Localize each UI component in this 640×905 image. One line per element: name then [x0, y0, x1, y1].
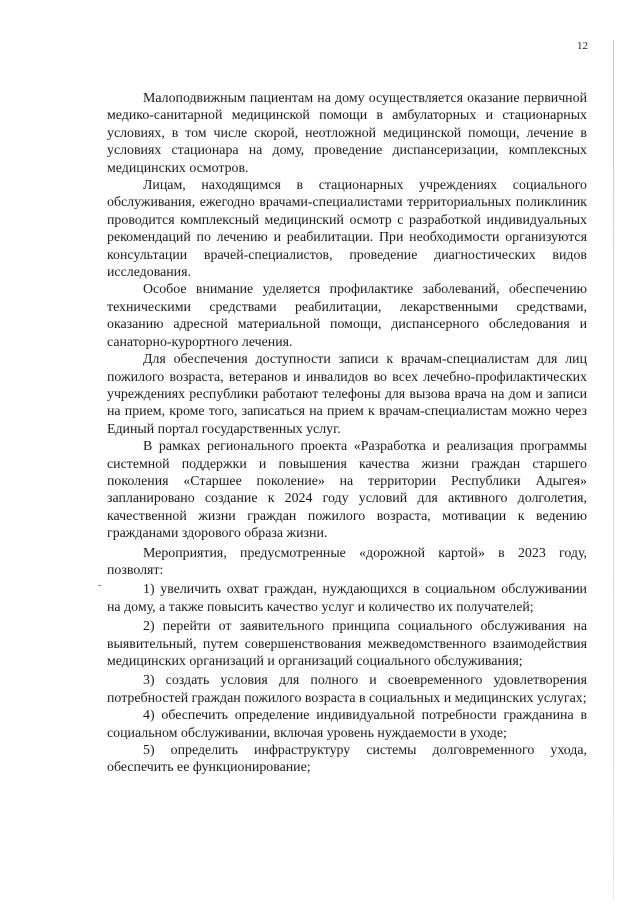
list-item: 1) увеличить охват граждан, нуждающихся в социальном обслуживании на дому, а также повысить качество услуг и количество их получателей; — [107, 582, 587, 615]
paragraph: Малоподвижным пациентам на дому осуществляется оказание первичной медико-санитарной медицинской помощи в амбулаторных и стационарных условиях, в том числе скорой, неотложной медицинской помощи, лечение в условиях стационара на дому, проведение диспансеризации, комплексных медицинских осмотров. — [107, 91, 587, 176]
scan-edge — [613, 40, 614, 900]
paragraph: Мероприятия, предусмотренные «дорожной картой» в 2023 году, позволят: — [107, 545, 587, 578]
paragraph: Особое внимание уделяется профилактике заболеваний, обеспечению техническими средствами реабилитации, лекарственными средствами, оказанию адресной материальной помощи, диспансерного обследования и санаторно-курортного лечения. — [107, 282, 587, 350]
document-body — [107, 90, 587, 777]
paragraph: Для обеспечения доступности записи к врачам-специалистам для лиц пожилого возраста, ветеранов и инвалидов во всех лечебно-профилактических учреждениях республики работают телефоны для вызова врача на дом и записи на прием, кроме того, записаться на прием к врачам-специалистам можно через Единый портал государственных услуг. — [107, 352, 587, 437]
list-item: 2) перейти от заявительного принципа социального обслуживания на выявительный, путем совершенствования межведомственного взаимодействия медицинских организаций и организаций социального обслуживания; — [107, 619, 587, 669]
page-number: 12 — [577, 40, 588, 52]
paragraph: В рамках регионального проекта «Разработка и реализация программы системной поддержки и повышения качества жизни граждан старшего поколения «Старшее поколение» на территории Республики Адыгея» запланировано создание к 2024 году условий для активного долголетия, качественной жизни граждан пожилого возраста, мотивации к ведению гражданами здорового образа жизни. — [107, 439, 587, 542]
paragraph: Лицам, находящимся в стационарных учреждениях социального обслуживания, ежегодно врачами-специалистами территориальных поликлиник проводится комплексный медицинский осмотр с разработкой индивидуальных рекомендаций по лечению и реабилитации. При необходимости организуются консультации врачей-специалистов, проведение диагностических видов исследования. — [107, 178, 587, 281]
list-item: 3) создать условия для полного и своевременного удовлетворения потребностей граждан пожилого возраста в социальных и медицинских услугах; — [107, 673, 587, 706]
scan-mark — [98, 585, 101, 586]
list-item: 5) определить инфраструктуру системы долговременного ухода, обеспечить ее функционирование; — [107, 743, 587, 776]
list-item: 4) обеспечить определение индивидуальной потребности гражданина в социальном обслуживании, включая уровень нуждаемости в уходе; — [107, 708, 587, 741]
